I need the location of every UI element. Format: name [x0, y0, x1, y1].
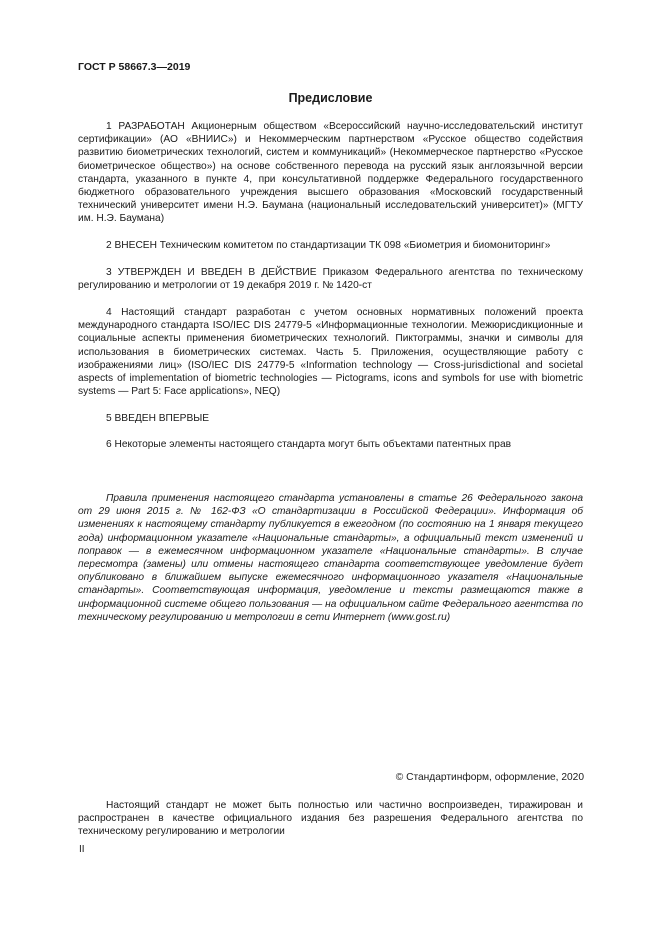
item-5-text: 5 ВВЕДЕН ВПЕРВЫЕ [106, 413, 210, 424]
page-number: II [79, 844, 85, 855]
item-3-text: 3 УТВЕРЖДЕН И ВВЕДЕН В ДЕЙСТВИЕ Приказом Федерального агентства по техническому регулированию и метрологии от 19 декабря 2019 г. № 1420-ст [78, 267, 583, 292]
item-4-text: 4 Настоящий стандарт разработан с учетом основных нормативных положений проекта международного стандарта ISO/IEC DIS 24779-5 «Информационные технологии. Межюрисдикционные и социальные аспекты применения биометрических технологий. Пиктограммы, значки и символы для использования в биометрических системах. Часть 5. Приложения, осуществляющие работу с изображениями лиц» (ISO/IEC DIS 24779-5 «Information technology — Cross-jurisdictional and societal aspects of implementation of biometric technologies — Pictograms, icons and symbols for use with biometric systems — Part 5: Face applications», NEQ) [78, 307, 583, 398]
item-3 [78, 266, 583, 292]
reproduction-notice [78, 799, 583, 839]
item-6 [78, 438, 583, 451]
item-1 [78, 120, 583, 226]
copyright-line: © Стандартинформ, оформление, 2020 [395, 772, 584, 783]
standard-number-header: ГОСТ Р 58667.3—2019 [78, 61, 191, 73]
section-title: Предисловие [288, 91, 373, 105]
rules-notice-text: Правила применения настоящего стандарта установлены в статье 26 Федерального закона от 29 июня 2015 г. № 162-ФЗ «О стандартизации в Российской Федерации». Информация об изменениях к настоящему стандарту публикуется в ежегодном (по состоянию на 1 января текущего года) информационном указателе «Национальные стандарты», а официальный текст изменений и поправок — в ежемесячном информационном указателе «Национальные стандарты». В случае пересмотра (замены) или отмены настоящего стандарта соответствующее уведомление будет опубликовано в ближайшем выпуске ежемесячного информационного указателя «Национальные стандарты». Соответствующая информация, уведомление и тексты размещаются также в информационной системе общего пользования — на официальном сайте Федерального агентства по техническому регулированию и метрологии в сети Интернет (www.gost.ru) [78, 493, 583, 623]
item-2 [78, 239, 583, 252]
item-6-text: 6 Некоторые элементы настоящего стандарта могут быть объектами патентных прав [106, 439, 512, 450]
item-1-text: 1 РАЗРАБОТАН Акционерным обществом «Всероссийский научно-исследовательский институт сертификации» (АО «ВНИИС») и Некоммерческим партнерством «Русское общество содействия развитию биометрических технологий, систем и коммуникаций» (Некоммерческое партнерство «Русское биометрическое общество») на основе собственного перевода на русский язык англоязычной версии стандарта, указанного в пункте 4, при консультативной поддержке Федерального государственного бюджетного образовательного учреждения высшего образования «Московский государственный технический университет имени Н.Э. Баумана (национальный исследовательский университет)» (МГТУ им. Н.Э. Баумана) [78, 121, 583, 225]
item-4 [78, 306, 583, 398]
rules-notice [78, 492, 583, 624]
item-2-text: 2 ВНЕСЕН Техническим комитетом по стандартизации ТК 098 «Биометрия и биомониторинг» [106, 240, 551, 251]
reproduction-notice-text: Настоящий стандарт не может быть полностью или частично воспроизведен, тиражирован и распространен в качестве официального издания без разрешения Федерального агентства по техническому регулированию и метрологии [78, 800, 583, 838]
item-5 [78, 412, 583, 425]
